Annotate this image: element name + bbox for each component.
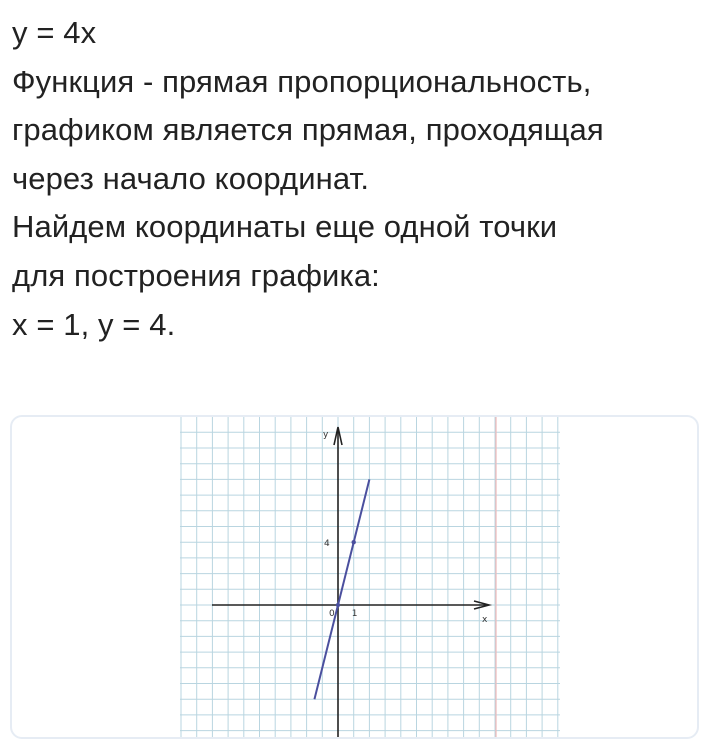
- answer-text: [12, 9, 707, 349]
- answer-line: для построения графика:: [12, 257, 380, 293]
- answer-line: Найдем координаты еще одной точки: [12, 209, 558, 245]
- answer-line: y = 4x: [12, 15, 97, 50]
- data-point: [336, 603, 340, 607]
- function-graph: [12, 417, 697, 737]
- x-tick-label: 1: [351, 609, 358, 619]
- data-point: [352, 540, 356, 544]
- graph-image-card[interactable]: [10, 415, 699, 739]
- answer-line: графиком является прямая, проходящая: [12, 112, 604, 148]
- answer-line: x = 1, y = 4.: [12, 306, 176, 342]
- x-axis-label: x: [482, 615, 488, 625]
- origin-label: 0: [329, 609, 335, 619]
- y-tick-label: 4: [324, 539, 330, 550]
- answer-line: через начало координат.: [12, 160, 370, 196]
- answer-line: Функция - прямая пропорциональность,: [12, 63, 592, 99]
- y-axis-label: y: [323, 430, 329, 440]
